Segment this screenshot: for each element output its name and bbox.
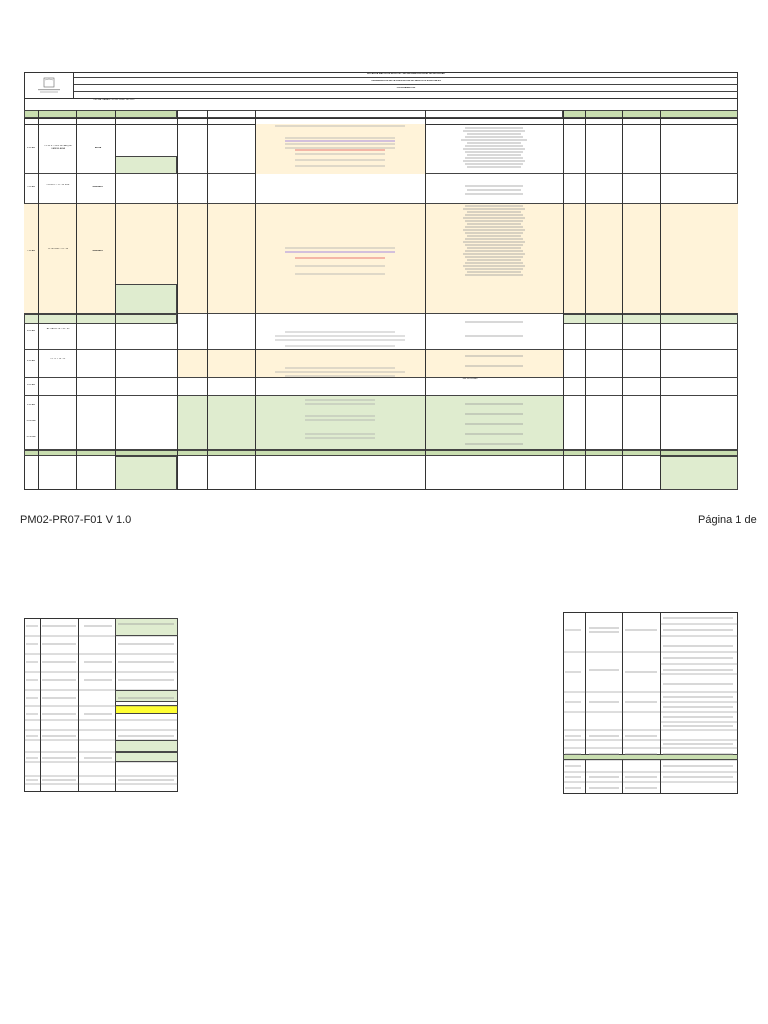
logo-cell — [24, 72, 74, 98]
subgroup-cell — [115, 456, 177, 490]
time-cell: 10:30 AM — [26, 436, 36, 438]
place-cell: CL 56 S # 93 B 30 PARQUE CANDELARIA — [44, 145, 72, 150]
date-label: FECHA: SÁBADO 03 DE JUNIO DE 2023 — [93, 99, 135, 101]
col-line — [585, 110, 586, 490]
time-cell: 9:00 AM — [26, 384, 36, 386]
place-cell: CL 72 # 10 - 07 — [50, 358, 66, 360]
time-cell: 10:00 AM — [26, 420, 36, 422]
col-line — [177, 110, 178, 490]
header-line-1: ALCALDÍA MAYOR DE BOGOTÁ - SECRETARÍA DISTRITAL DE MOVILIDAD — [74, 73, 738, 78]
subgroup-cell — [660, 456, 738, 490]
route-text-block — [425, 124, 563, 450]
form-code: PM02-PR07-F01 V 1.0 — [20, 514, 132, 526]
column-header-row-mid — [177, 110, 563, 118]
notice-cell: SIN NOVEDAD — [462, 378, 478, 380]
column-header-row-right — [563, 110, 738, 118]
col-line — [115, 110, 116, 490]
subgroup-cell — [24, 314, 177, 324]
time-cell: 8:30 AM — [26, 360, 36, 362]
bogota-logo-icon — [24, 72, 74, 98]
row-line — [24, 118, 738, 119]
time-cell: 7:00 AM — [26, 186, 36, 188]
subgroup-cell — [563, 314, 738, 324]
p2-left-rows — [24, 618, 178, 792]
column-header-row-left — [24, 110, 177, 118]
col-line — [207, 110, 208, 490]
p2-right-rows — [563, 612, 738, 794]
page-number: Página 1 de — [698, 514, 757, 526]
col-line — [660, 110, 661, 490]
header-line-2: ORGANIZACIÓN DE LA PRESTACIÓN DE SERVICIOS ESPECIALES — [74, 80, 738, 85]
col-line — [76, 110, 77, 490]
subgroup-cell — [115, 156, 177, 174]
col-line — [563, 110, 564, 490]
locality-cell: KENNEDY — [92, 250, 104, 252]
col-line — [38, 110, 39, 490]
time-cell: 7:30 AM — [26, 250, 36, 252]
time-cell: 9:30 AM — [26, 404, 36, 406]
locality-cell: KENNEDY — [92, 186, 104, 188]
col-line — [622, 110, 623, 490]
place-cell: CR 68 D # 11 - 95 SUR — [46, 184, 70, 186]
place-cell: CL 40 SUR # 78 - 90 — [47, 248, 69, 250]
locality-cell: BOSA — [94, 147, 102, 149]
time-cell: 8:00 AM — [26, 330, 36, 332]
place-cell: AV CALLE 26 # 59 - 65 — [46, 328, 70, 330]
header-line-3: PROGRAMACIÓN — [74, 87, 738, 92]
route-description-block — [255, 124, 425, 450]
subgroup-cell — [115, 284, 177, 314]
time-cell: 6:30 AM — [26, 147, 36, 149]
